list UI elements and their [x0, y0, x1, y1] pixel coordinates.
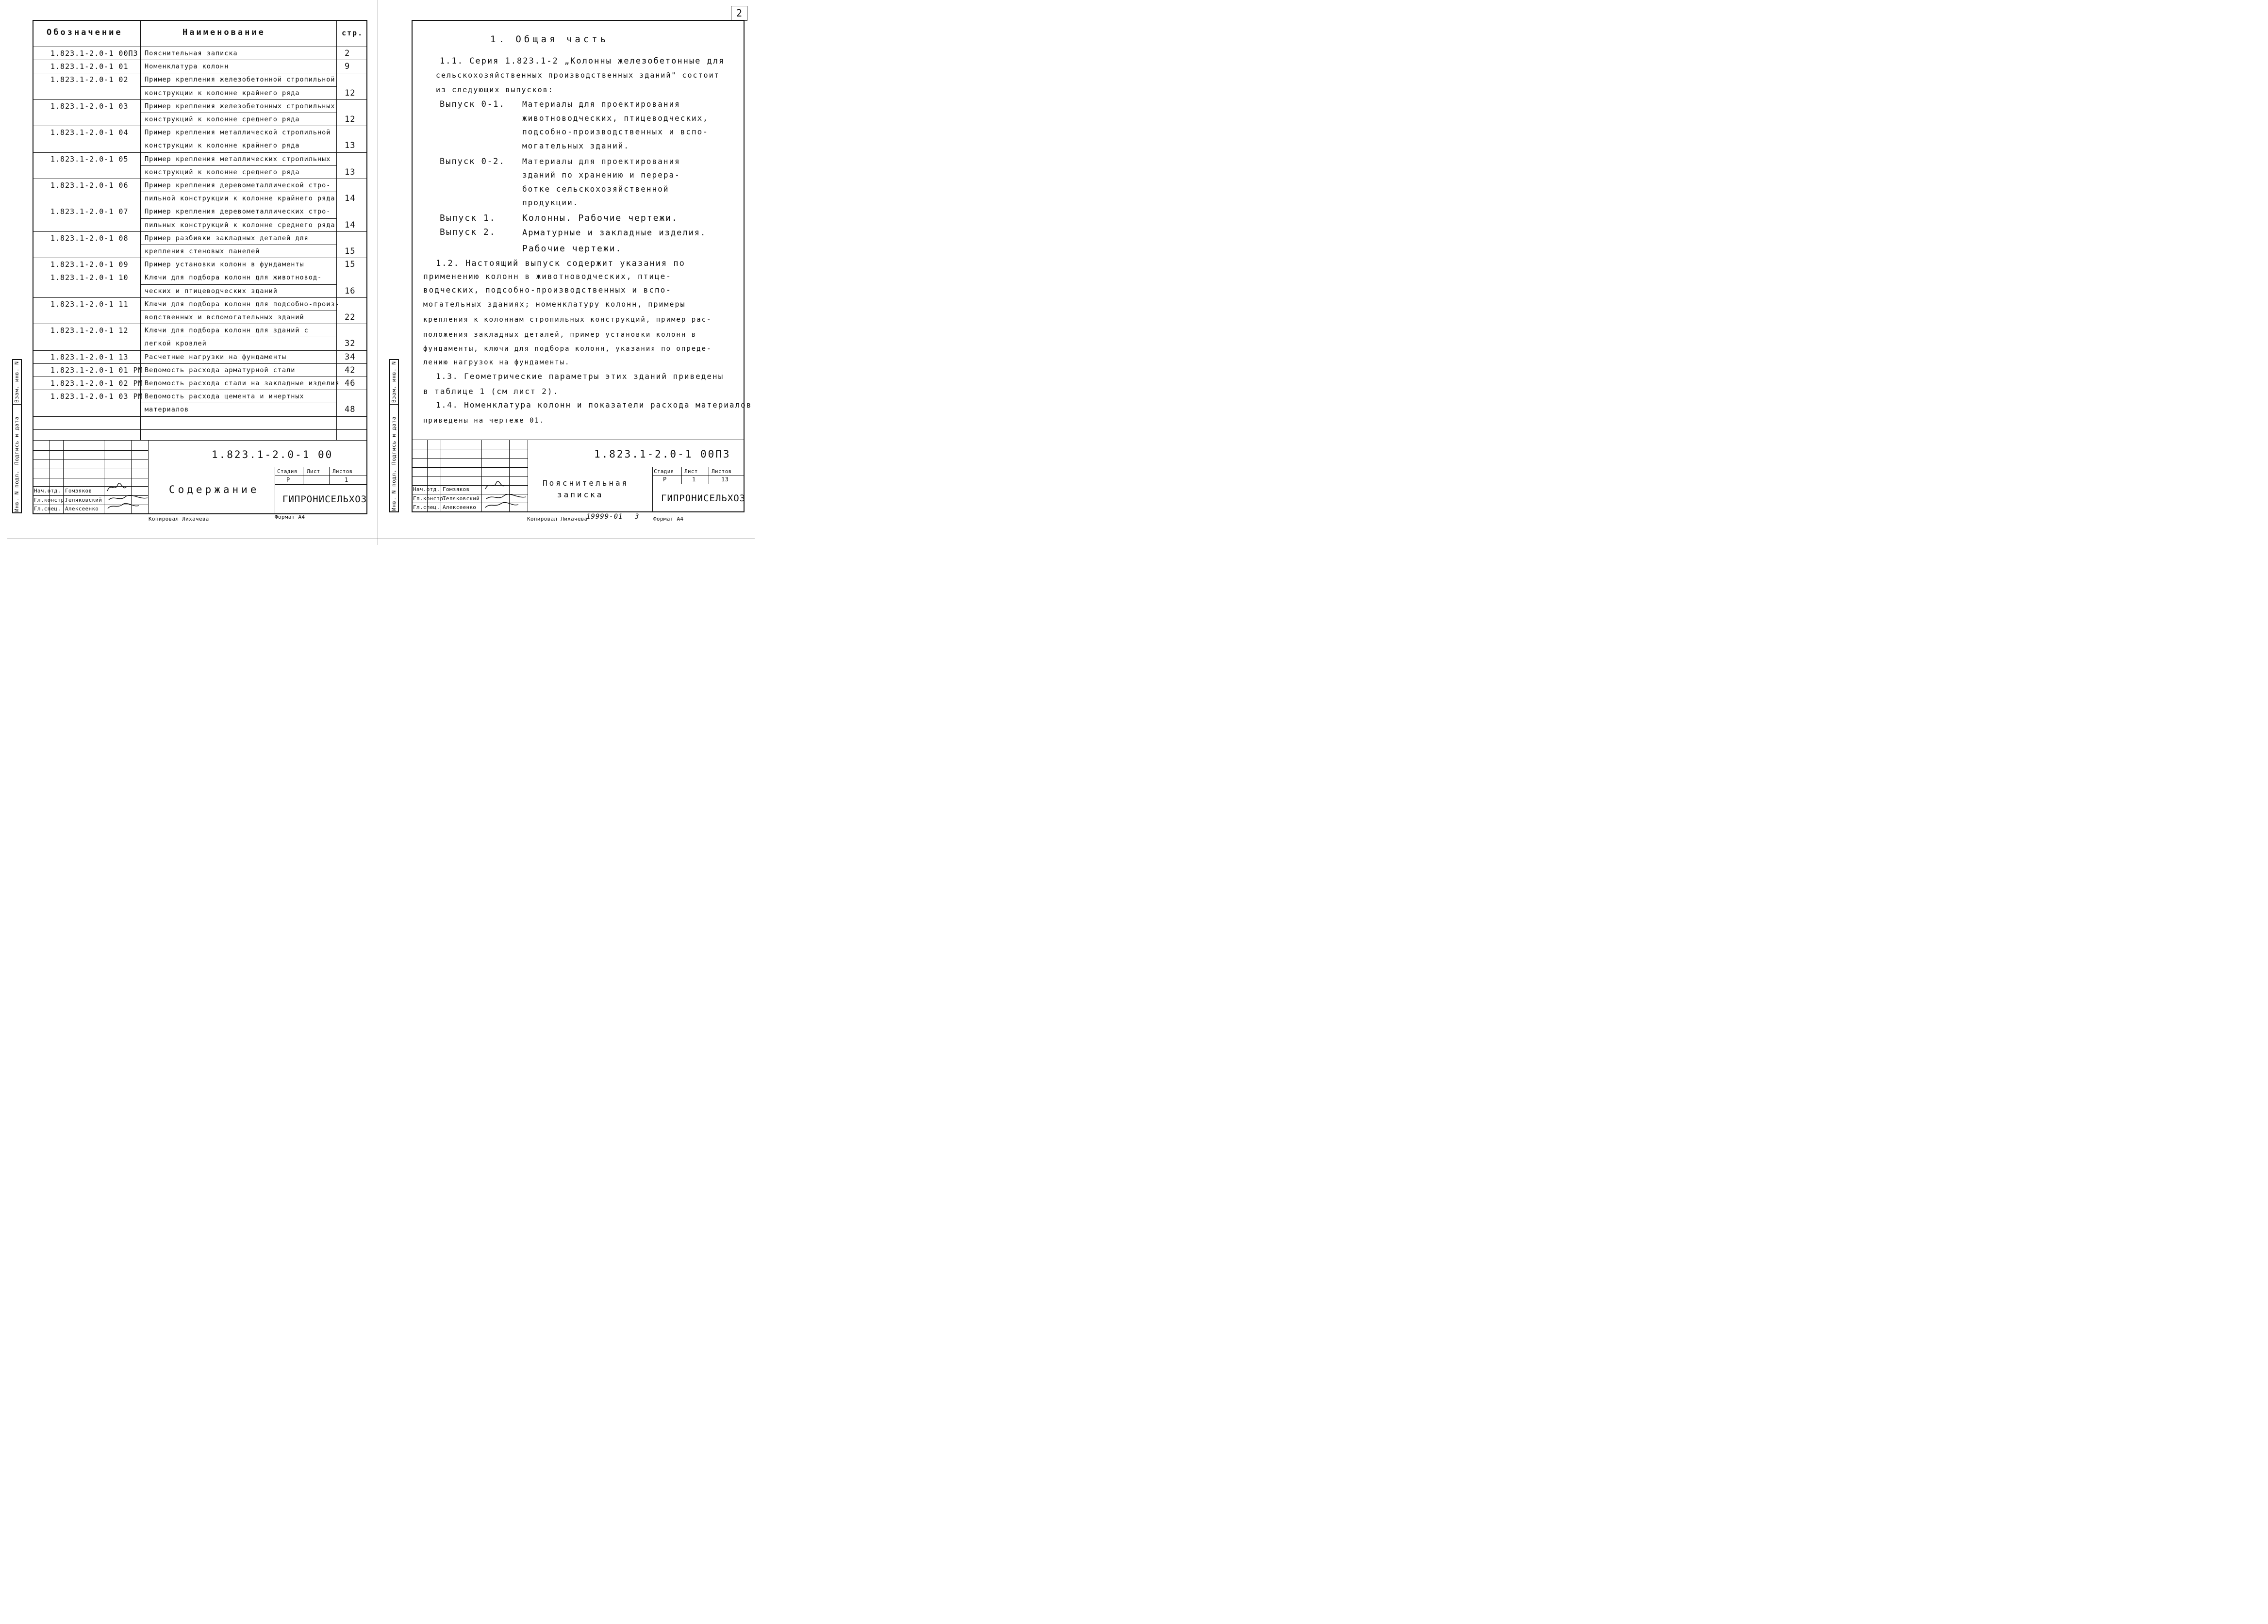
text-line: 1.1. Серия 1.823.1-2 „Колонны железобетонные для: [440, 56, 725, 66]
text-line: фундаменты, ключи для подбора колонн, указания по опреде-: [423, 345, 712, 353]
row-inner-divider: [140, 218, 336, 219]
row-name-line: Ключи для подбора колонн для подсобно-произ-: [145, 300, 340, 308]
row-divider: [33, 350, 367, 351]
side-divider: [389, 404, 399, 405]
text-line: положения закладных деталей, пример установки колонн в: [423, 331, 697, 339]
stamp-line: [33, 450, 148, 451]
row-page: 15: [345, 246, 356, 256]
stamp-line: [33, 459, 148, 460]
stamp-name-3: Алексеенко: [65, 506, 99, 512]
row-divider: [33, 363, 367, 364]
stamp-code: 1.823.1-2.0-1 00П3: [594, 448, 731, 460]
left-sheet: [0, 0, 379, 545]
text-line: зданий по хранению и перера-: [522, 170, 680, 180]
row-name-line: ческих и птицеводческих зданий: [145, 287, 278, 295]
stamp-divider: [63, 440, 64, 514]
stamp-sheet-label: Лист: [307, 468, 320, 475]
row-designation: 1.823.1-2.0-1 13: [50, 352, 129, 361]
col-header-name: Наименование: [182, 28, 265, 37]
row-name-line: Пример крепления железобетонных стропильных: [145, 102, 335, 110]
row-name-line: Пример крепления деревометаллической стро-: [145, 181, 331, 189]
row-name-line: конструкций к колонне среднего ряда: [145, 115, 300, 123]
stamp-sheets: 13: [721, 476, 729, 483]
side-label-inventory: Инв. N подл.: [14, 470, 20, 512]
row-page: 13: [345, 141, 356, 151]
row-designation: 1.823.1-2.0-1 07: [50, 207, 129, 216]
stamp-org: ГИПРОНИСЕЛЬХОЗ: [282, 494, 367, 505]
stamp-name-1: Гомзяков: [443, 486, 470, 492]
row-name-line: Ключи для подбора колонн для зданий с: [145, 327, 309, 335]
text-line: 1.2. Настоящий выпуск содержит указания по: [436, 259, 685, 268]
stamp-stage-label: Стадия: [654, 468, 674, 475]
row-name-line: конструкции к колонне крайнего ряда: [145, 142, 300, 150]
stamp-sheet-label: Лист: [684, 468, 698, 475]
row-designation: 1.823.1-2.0-1 06: [50, 181, 129, 190]
row-designation: 1.823.1-2.0-1 04: [50, 128, 129, 137]
row-name-line: Пример разбивки закладных деталей для: [145, 234, 309, 242]
footer-number: 19999-01: [586, 513, 623, 521]
row-divider: [33, 416, 367, 417]
stamp-code: 1.823.1-2.0-1 00: [212, 449, 333, 460]
row-designation: 1.823.1-2.0-1 05: [50, 154, 129, 164]
stamp-top: [33, 440, 367, 441]
text-line: 1.4. Номенклатура колонн и показатели расхода материалов: [436, 400, 752, 410]
side-label-signature: Подпись и дата: [391, 416, 397, 465]
row-divider: [33, 429, 367, 430]
row-designation: 1.823.1-2.0-1 03 РМ: [50, 392, 143, 401]
stamp-stage-label: Стадия: [277, 468, 298, 475]
row-designation: 1.823.1-2.0-1 08: [50, 233, 129, 243]
text-line: приведены на чертеже 01.: [423, 417, 545, 425]
stamp-line: [412, 467, 528, 468]
row-name-line: Расчетные нагрузки на фундаменты: [145, 353, 287, 361]
row-inner-divider: [140, 284, 336, 285]
stamp-title: Содержание: [169, 484, 260, 495]
footer-copied: Копировал Лихачева: [527, 516, 588, 522]
text-line: крепления к колоннам стропильных конструкций, пример рас-: [423, 316, 712, 324]
row-page: 32: [345, 339, 356, 349]
row-name-line: Ведомость расхода стали на закладные изделия: [145, 379, 340, 387]
stamp-divider: [652, 467, 653, 512]
row-page: 15: [345, 260, 356, 270]
footer-format: Формат А4: [275, 514, 305, 520]
row-name-line: Пример крепления металлических стропильных: [145, 155, 331, 163]
row-name-line: материалов: [145, 406, 189, 414]
row-name-line: легкой кровлей: [145, 340, 207, 348]
side-label-replace: Взам. инв. N: [391, 361, 397, 403]
row-inner-divider: [140, 165, 336, 166]
text-line: сельскохозяйственных производственных зданий" состоит: [436, 71, 720, 80]
row-designation: 1.823.1-2.0-1 11: [50, 299, 129, 309]
text-line: Выпуск 2.: [440, 227, 496, 237]
text-line: Выпуск 0-1.: [440, 99, 505, 109]
stamp-line: [412, 458, 528, 459]
stamp-name-2: Теляковский: [65, 497, 102, 503]
row-designation: 1.823.1-2.0-1 03: [50, 101, 129, 111]
row-inner-divider: [140, 86, 336, 87]
page-number: 2: [736, 7, 743, 19]
stamp-divider: [481, 440, 482, 512]
row-name-line: Номенклатура колонн: [145, 63, 229, 71]
row-page: 48: [345, 405, 356, 415]
stamp-name-3: Алексеенко: [443, 504, 477, 510]
stamp-name-1: Гомзяков: [65, 488, 92, 494]
text-line: могательных зданий.: [522, 141, 630, 150]
side-label-inventory: Инв. N подл.: [391, 469, 397, 511]
row-name-line: Пример установки колонн в фундаменты: [145, 261, 304, 269]
text-line: Материалы для проектирования: [522, 99, 680, 109]
stamp-sheets-label: Листов: [332, 468, 353, 475]
col-header-page: стр.: [342, 29, 364, 37]
side-label-replace: Взам. инв. N: [14, 361, 20, 403]
row-page: 14: [345, 194, 356, 204]
footer-copied: Копировал Лихачева: [149, 516, 209, 522]
signature-mark: [482, 479, 527, 509]
side-divider: [12, 404, 22, 405]
row-name-line: Ведомость расхода цемента и инертных: [145, 393, 304, 401]
row-designation: 1.823.1-2.0-1 10: [50, 273, 129, 282]
row-divider: [33, 231, 367, 232]
stamp-role-1: Нач.отд.: [413, 486, 440, 492]
row-page: 46: [345, 378, 356, 388]
stamp-line: [412, 476, 528, 477]
text-line: применению колонн в животноводческих, птице-: [423, 272, 672, 281]
row-designation: 1.823.1-2.0-1 00П3: [50, 49, 138, 58]
row-name-line: пильных конструкций к колонне среднего ряда: [145, 221, 335, 229]
stamp-stage: Р: [663, 476, 667, 483]
text-line: Выпуск 0-2.: [440, 157, 505, 166]
row-divider: [33, 99, 367, 100]
text-line: ботке сельскохозяйственной: [522, 184, 669, 194]
row-designation: 1.823.1-2.0-1 02 РМ: [50, 379, 143, 388]
col-header-designation: Обозначение: [47, 28, 123, 37]
row-name-line: Пример крепления железобетонной стропильной: [145, 76, 335, 84]
row-name-line: крепления стеновых панелей: [145, 247, 260, 255]
stamp-sheets-label: Листов: [712, 468, 732, 475]
row-name-line: пильной конструкции к колонне крайнего ряда: [145, 195, 335, 203]
text-line: Рабочие чертежи.: [522, 244, 622, 254]
stamp-role-2: Гл.констр.: [34, 497, 68, 503]
row-page: 12: [345, 115, 356, 124]
row-name-line: Ключи для подбора колонн для животновод-: [145, 274, 322, 282]
stamp-sheet: 1: [345, 476, 348, 483]
section-heading: 1. Общая часть: [490, 34, 609, 45]
col-divider: [140, 20, 141, 440]
stamp-role-3: Гл.спец.: [413, 504, 440, 510]
side-label-signature: Подпись и дата: [14, 416, 20, 465]
stamp-divider: [49, 440, 50, 514]
row-page: 22: [345, 312, 356, 322]
row-page: 13: [345, 167, 356, 177]
right-sheet: [379, 0, 761, 545]
text-line: лению нагрузок на фундаменты.: [423, 359, 570, 366]
row-name-line: конструкции к колонне крайнего ряда: [145, 89, 300, 97]
row-designation: 1.823.1-2.0-1 01: [50, 62, 129, 71]
row-page: 2: [345, 49, 350, 58]
row-page: 12: [345, 88, 356, 98]
stamp-divider: [329, 467, 330, 484]
text-line: Материалы для проектирования: [522, 157, 680, 166]
row-designation: 1.823.1-2.0-1 02: [50, 75, 129, 84]
text-line: подсобно-производственных и вспо-: [522, 127, 709, 136]
stamp-sheet: 1: [692, 476, 696, 483]
text-line: в таблице 1 (см лист 2).: [423, 387, 559, 396]
row-page: 42: [345, 365, 356, 375]
col-divider: [336, 20, 337, 440]
stamp-role-3: Гл.спец.: [34, 506, 61, 512]
footer-format: Формат А4: [653, 516, 684, 522]
stamp-title-line1: Пояснительная: [543, 478, 629, 488]
text-line: могательных зданиях; номенклатуру колонн, примеры: [423, 300, 686, 309]
stamp-role-1: Нач.отд.: [34, 488, 61, 494]
row-divider: [33, 152, 367, 153]
text-line: Колонны. Рабочие чертежи.: [522, 213, 678, 223]
row-page: 16: [345, 286, 356, 296]
text-line: продукции.: [522, 198, 579, 207]
row-name-line: Пример крепления деревометаллических стро-: [145, 208, 331, 216]
stamp-divider: [681, 467, 682, 484]
stamp-org: ГИПРОНИСЕЛЬХОЗ: [661, 493, 746, 504]
row-page: 9: [345, 62, 350, 72]
row-divider: [33, 297, 367, 298]
row-name-line: конструкций к колонне среднего ряда: [145, 168, 300, 176]
text-line: из следующих выпусков:: [436, 85, 554, 94]
stamp-role-2: Гл.констр.: [413, 495, 447, 502]
row-name-line: Пояснительная записка: [145, 49, 238, 57]
text-line: Выпуск 1.: [440, 213, 496, 223]
stamp-name-2: Теляковский: [443, 495, 480, 502]
row-page: 34: [345, 352, 356, 362]
stamp-line: [275, 484, 367, 485]
text-line: 1.3. Геометрические параметры этих зданий приведены: [436, 372, 724, 381]
text-line: водческих, подсобно-производственных и вспо-: [423, 285, 672, 295]
stamp-title-line2: записка: [557, 490, 604, 499]
row-page: 14: [345, 220, 356, 230]
text-line: животноводческих, птицеводческих,: [522, 114, 709, 123]
row-designation: 1.823.1-2.0-1 01 РМ: [50, 365, 143, 375]
row-name-line: Ведомость расхода арматурной стали: [145, 366, 296, 374]
row-designation: 1.823.1-2.0-1 09: [50, 260, 129, 269]
signature-mark: [105, 480, 149, 510]
row-name-line: Пример крепления металлической стропильной: [145, 129, 331, 137]
text-line: Арматурные и закладные изделия.: [522, 228, 707, 238]
footer-page: 3: [635, 513, 640, 521]
row-name-line: водственных и вспомогательных зданий: [145, 313, 304, 321]
stamp-stage: Р: [286, 476, 290, 483]
row-designation: 1.823.1-2.0-1 12: [50, 326, 129, 335]
